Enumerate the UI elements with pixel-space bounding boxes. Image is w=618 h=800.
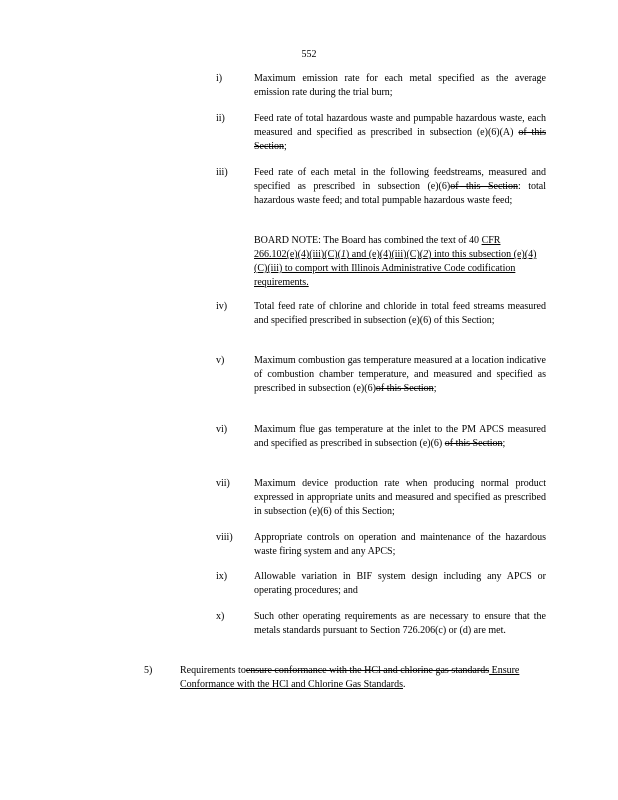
text-run: . [403,679,406,690]
text-run: Maximum combustion gas temperature measured at a location indicative of combustion chamber temperature, and measured and specified as prescribed in subsection (e)(6) [254,355,546,394]
section-label: 5) [144,665,153,676]
text-run: ) and (e)(4)(iii)(C)( [345,249,424,260]
item-body [254,166,546,208]
text-run: ) into this subsection (e)(4)(C)(iii) to comport with Illinois Administrative Code codification requirements. [254,249,537,288]
text-run: CFR 266.102(e)(4)(iii)(C)( [254,235,501,260]
item-body [254,477,546,519]
item-body [254,423,546,451]
text-run: Appropriate controls on operation and maintenance of the hazardous waste firing system and any APCS; [254,532,546,557]
text-run: of this Section [450,181,518,192]
text-run: BOARD NOTE: The Board has combined the text of 40 [254,235,482,246]
item-label: iii) [216,167,228,178]
item-label: ii) [216,113,225,124]
item-body [254,72,546,100]
text-run: Feed rate of total hazardous waste and pumpable hazardous waste, each measured and specified as prescribed in subsection (e)(6)(A) [254,113,546,138]
text-run: ensure conformance with the HCl and chlorine gas standards [245,665,490,676]
item-label: i) [216,73,223,84]
text-run: Feed rate of each metal in the following feedstreams, measured and specified as prescribed in subsection (e)(6) [254,167,546,192]
item-label: vii) [216,478,230,489]
text-run: ; [433,383,437,394]
item-label: v) [216,355,225,366]
text-run: Allowable variation in BIF system design including any APCS or operating procedures; and [254,571,546,596]
text-run: of this Section [375,383,434,394]
section-heading [180,664,534,692]
item-body [254,354,546,396]
item-body [254,531,546,559]
item-label: viii) [216,532,233,543]
text-run: : total hazardous waste feed; and total pumpable hazardous waste feed; [254,181,546,206]
item-label: ix) [216,571,228,582]
text-run: Requirements to [180,665,246,676]
text-run: of this Section [444,438,503,449]
text-run: ; [502,438,506,449]
item-label: iv) [216,301,228,312]
text-run: Such other operating requirements as are necessary to ensure that the metals standards pursuant to Section 726.206(c) or (d) are met. [254,611,546,636]
item-label: x) [216,611,225,622]
item-body [254,300,546,328]
item-body [254,570,546,598]
text-run: of this Section [254,127,546,152]
item-body [254,610,546,638]
text-run: ; [284,141,287,152]
text-run: Maximum emission rate for each metal specified as the average emission rate during the trial burn; [254,73,546,98]
text-run: 2 [423,249,429,260]
text-run: Ensure Conformance with the HCl and Chlorine Gas Standards [180,665,520,690]
page-number: 552 [301,49,317,60]
text-run: Maximum flue gas temperature at the inlet to the PM APCS measured and specified as prescribed in subsection (e)(6) [254,424,546,449]
text-run: Total feed rate of chlorine and chloride in total feed streams measured and specified prescribed in subsection (e)(6) of this Section; [254,301,546,326]
text-run: Maximum device production rate when producing normal product expressed in appropriate units and measured and specified as prescribed in subsection (e)(6) of this Section; [254,478,546,517]
text-run: 1 [340,249,346,260]
item-body [254,112,546,154]
board-note [254,234,546,290]
item-label: vi) [216,424,228,435]
